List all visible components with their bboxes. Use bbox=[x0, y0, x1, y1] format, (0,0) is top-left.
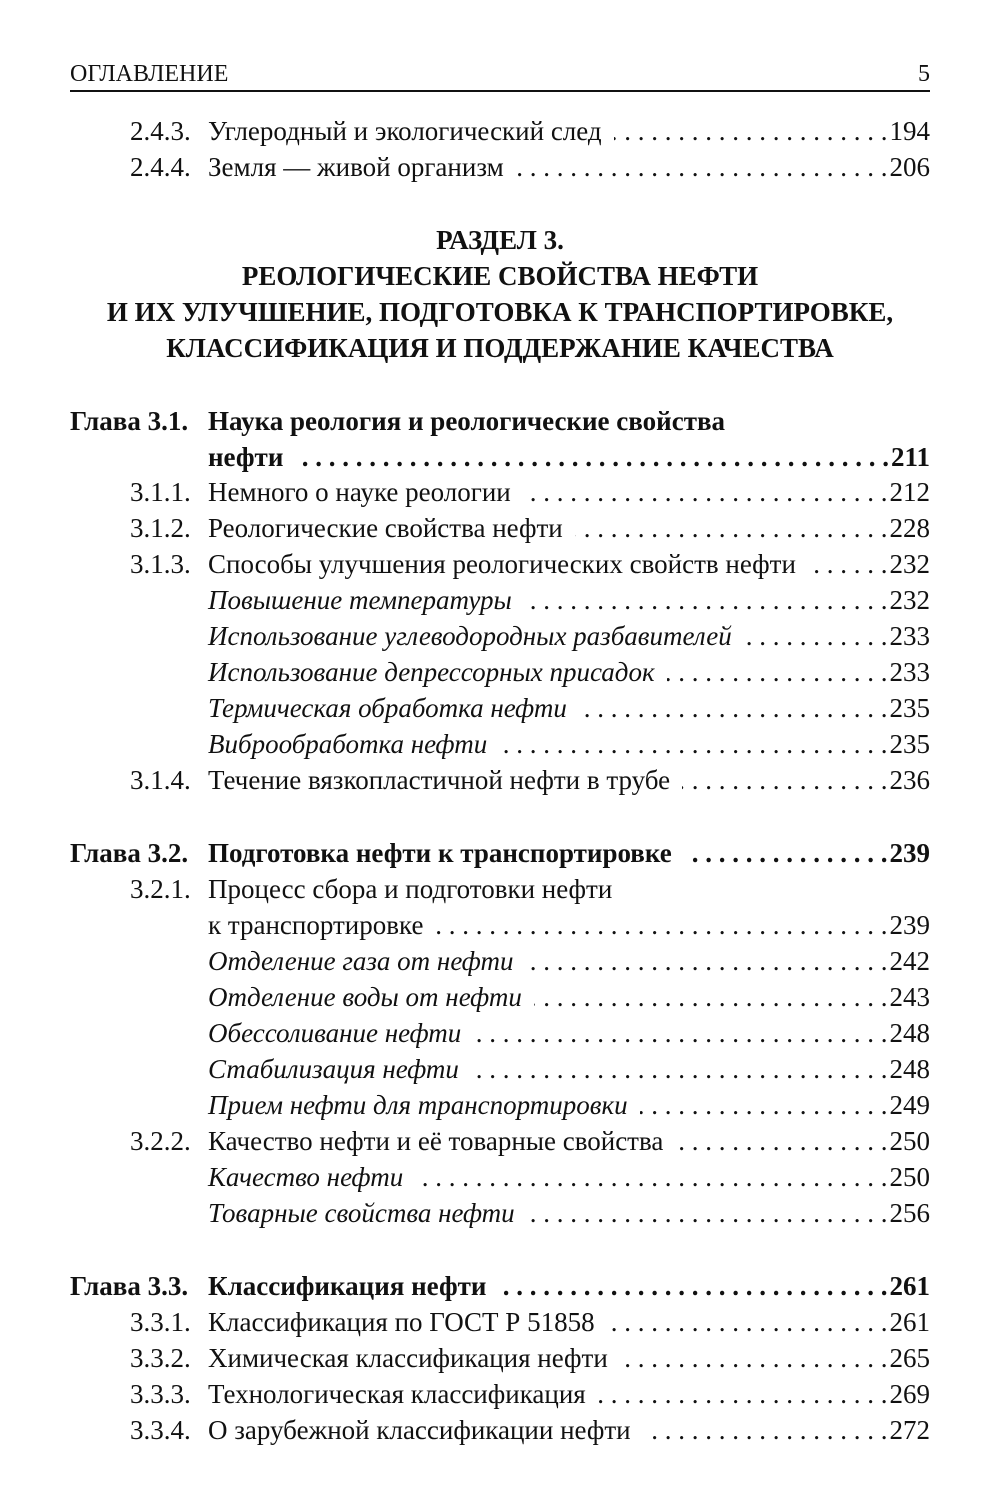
entry-title: Подготовка нефти к транспортировке bbox=[208, 838, 672, 868]
entry-page: 228 bbox=[889, 513, 930, 543]
toc-entry bbox=[208, 1015, 930, 1051]
dot-leader bbox=[640, 1087, 888, 1123]
entry-number: 3.1.3. bbox=[130, 549, 191, 579]
toc-entry bbox=[130, 1376, 930, 1412]
toc-entry bbox=[208, 690, 930, 726]
entry-page: 233 bbox=[889, 621, 930, 651]
toc-entry bbox=[208, 582, 930, 618]
entry-page: 265 bbox=[889, 1343, 930, 1373]
toc-entry bbox=[130, 762, 930, 798]
toc-entry bbox=[130, 1304, 930, 1340]
toc-entry bbox=[130, 113, 930, 149]
entry-page: 261 bbox=[889, 1271, 930, 1301]
toc-entry bbox=[130, 1412, 930, 1448]
dot-leader bbox=[675, 1123, 887, 1159]
entry-number: 3.3.4. bbox=[130, 1415, 191, 1445]
toc-entry bbox=[208, 1051, 930, 1087]
dot-leader bbox=[525, 943, 887, 979]
toc-entry bbox=[208, 618, 930, 654]
entry-title: Товарные свойства нефти bbox=[208, 1198, 515, 1228]
entry-page: 249 bbox=[889, 1090, 930, 1120]
entry-number: Глава 3.2. bbox=[70, 838, 189, 868]
entry-title: О зарубежной классификации нефти bbox=[208, 1415, 631, 1445]
header-page-number: 5 bbox=[918, 61, 930, 87]
toc-entry bbox=[130, 546, 930, 582]
entry-page: 248 bbox=[889, 1054, 930, 1084]
dot-leader bbox=[473, 1015, 887, 1051]
entry-page: 243 bbox=[889, 982, 930, 1012]
entry-page: 269 bbox=[889, 1379, 930, 1409]
toc-entry bbox=[208, 907, 930, 943]
entry-page: 239 bbox=[889, 910, 930, 940]
dot-leader bbox=[682, 762, 887, 798]
dot-leader bbox=[471, 1051, 888, 1087]
toc-entry bbox=[70, 835, 930, 871]
entry-title: Химическая классификация нефти bbox=[208, 1343, 608, 1373]
entry-page: 206 bbox=[889, 152, 930, 182]
dot-leader bbox=[499, 726, 887, 762]
entry-title: Процесс сбора и подготовки нефти bbox=[208, 874, 613, 904]
entry-title: Использование депрессорных присадок bbox=[208, 657, 655, 687]
dot-leader bbox=[527, 1195, 888, 1231]
entry-page: 212 bbox=[889, 477, 930, 507]
entry-title: Качество нефти bbox=[208, 1162, 404, 1192]
entry-title: Технологическая классификация bbox=[208, 1379, 586, 1409]
entry-title: Классификация нефти bbox=[208, 1271, 487, 1301]
entry-title: Немного о науке реологии bbox=[208, 477, 511, 507]
running-header bbox=[70, 58, 930, 92]
entry-page: 233 bbox=[889, 657, 930, 687]
toc-entry bbox=[130, 474, 930, 510]
entry-title: Виброобработка нефти bbox=[208, 729, 488, 759]
toc-entry bbox=[208, 726, 930, 762]
dot-leader bbox=[534, 979, 888, 1015]
entry-page: 248 bbox=[889, 1018, 930, 1048]
entry-number: 3.2.2. bbox=[130, 1126, 191, 1156]
dot-leader bbox=[667, 654, 888, 690]
dot-leader bbox=[498, 1268, 887, 1304]
entry-page: 256 bbox=[889, 1198, 930, 1228]
dot-leader bbox=[620, 1340, 888, 1376]
entry-page: 250 bbox=[889, 1162, 930, 1192]
entry-title: к транспортировке bbox=[208, 910, 424, 940]
section-title-line: РЕОЛОГИЧЕСКИЕ СВОЙСТВА НЕФТИ bbox=[241, 261, 759, 291]
entry-page: 235 bbox=[889, 693, 930, 723]
entry-page: 261 bbox=[889, 1307, 930, 1337]
toc-entry bbox=[208, 1087, 930, 1123]
toc-entry bbox=[130, 510, 930, 546]
entry-page: 235 bbox=[889, 729, 930, 759]
entry-page: 232 bbox=[889, 585, 930, 615]
section-title-line: И ИХ УЛУЧШЕНИЕ, ПОДГОТОВКА К ТРАНСПОРТИРОВКЕ, bbox=[106, 297, 894, 327]
dot-leader bbox=[516, 149, 888, 185]
dot-leader bbox=[614, 113, 888, 149]
toc-entry bbox=[70, 1268, 930, 1304]
entry-page: 239 bbox=[889, 838, 930, 868]
entry-title: Наука реология и реологические свойства bbox=[208, 406, 726, 436]
dot-leader bbox=[295, 439, 889, 475]
entry-number: 3.3.1. bbox=[130, 1307, 191, 1337]
dot-leader bbox=[415, 1159, 887, 1195]
entry-title: Стабилизация нефти bbox=[208, 1054, 459, 1084]
toc-entry bbox=[130, 149, 930, 185]
entry-number: 3.1.1. bbox=[130, 477, 191, 507]
dot-leader bbox=[744, 618, 888, 654]
toc-entry bbox=[130, 1340, 930, 1376]
entry-title: Течение вязкопластичной нефти в трубе bbox=[208, 765, 671, 795]
dot-leader bbox=[607, 1304, 888, 1340]
entry-number: 3.2.1. bbox=[130, 874, 191, 904]
toc-entry bbox=[208, 943, 930, 979]
entry-number: 2.4.4. bbox=[130, 152, 191, 182]
dot-leader bbox=[524, 582, 888, 618]
entry-number: 3.1.2. bbox=[130, 513, 191, 543]
entry-title: Качество нефти и её товарные свойства bbox=[208, 1126, 664, 1156]
dot-leader bbox=[643, 1412, 888, 1448]
entry-page: 250 bbox=[889, 1126, 930, 1156]
dot-leader bbox=[523, 474, 888, 510]
section-title-line: РАЗДЕЛ 3. bbox=[436, 225, 564, 255]
entry-number: 3.3.3. bbox=[130, 1379, 191, 1409]
entry-number: Глава 3.3. bbox=[70, 1271, 189, 1301]
entry-title: Термическая обработка нефти bbox=[208, 693, 567, 723]
entry-title: Отделение воды от нефти bbox=[208, 982, 522, 1012]
entry-title: Земля — живой организм bbox=[208, 152, 504, 182]
section-title-line: КЛАССИФИКАЦИЯ И ПОДДЕРЖАНИЕ КАЧЕСТВА bbox=[166, 333, 834, 363]
header-title: ОГЛАВЛЕНИЕ bbox=[70, 61, 229, 87]
toc-entry bbox=[130, 871, 930, 907]
entry-title: Прием нефти для транспортировки bbox=[208, 1090, 628, 1120]
entry-title: нефти bbox=[208, 442, 284, 472]
entry-page: 236 bbox=[889, 765, 930, 795]
entry-title: Способы улучшения реологических свойств нефти bbox=[208, 549, 796, 579]
entry-number: 2.4.3. bbox=[130, 116, 191, 146]
dot-leader bbox=[579, 690, 888, 726]
entry-page: 232 bbox=[889, 549, 930, 579]
dot-leader bbox=[575, 510, 888, 546]
entry-page: 242 bbox=[889, 946, 930, 976]
dot-leader bbox=[598, 1376, 888, 1412]
toc-entry bbox=[208, 979, 930, 1015]
entry-page: 272 bbox=[889, 1415, 930, 1445]
toc-entry bbox=[208, 1195, 930, 1231]
toc-entry bbox=[208, 654, 930, 690]
entry-title: Углеродный и экологический след bbox=[208, 116, 602, 146]
toc-entry bbox=[130, 1123, 930, 1159]
entry-page: 211 bbox=[890, 442, 930, 472]
entry-title: Классификация по ГОСТ Р 51858 bbox=[208, 1307, 595, 1337]
dot-leader bbox=[684, 835, 888, 871]
entry-title: Обессоливание нефти bbox=[208, 1018, 462, 1048]
dot-leader bbox=[808, 546, 888, 582]
entry-title: Реологические свойства нефти bbox=[208, 513, 563, 543]
entry-number: 3.1.4. bbox=[130, 765, 191, 795]
dot-leader bbox=[435, 907, 887, 943]
entry-title: Повышение температуры bbox=[208, 585, 512, 615]
entry-number: 3.3.2. bbox=[130, 1343, 191, 1373]
toc-entry bbox=[208, 1159, 930, 1195]
entry-title: Отделение газа от нефти bbox=[208, 946, 514, 976]
toc-entry bbox=[70, 403, 930, 439]
entry-number: Глава 3.1. bbox=[70, 406, 189, 436]
entry-page: 194 bbox=[889, 116, 930, 146]
entry-title: Использование углеводородных разбавителей bbox=[208, 621, 732, 651]
toc-entry bbox=[208, 439, 930, 475]
